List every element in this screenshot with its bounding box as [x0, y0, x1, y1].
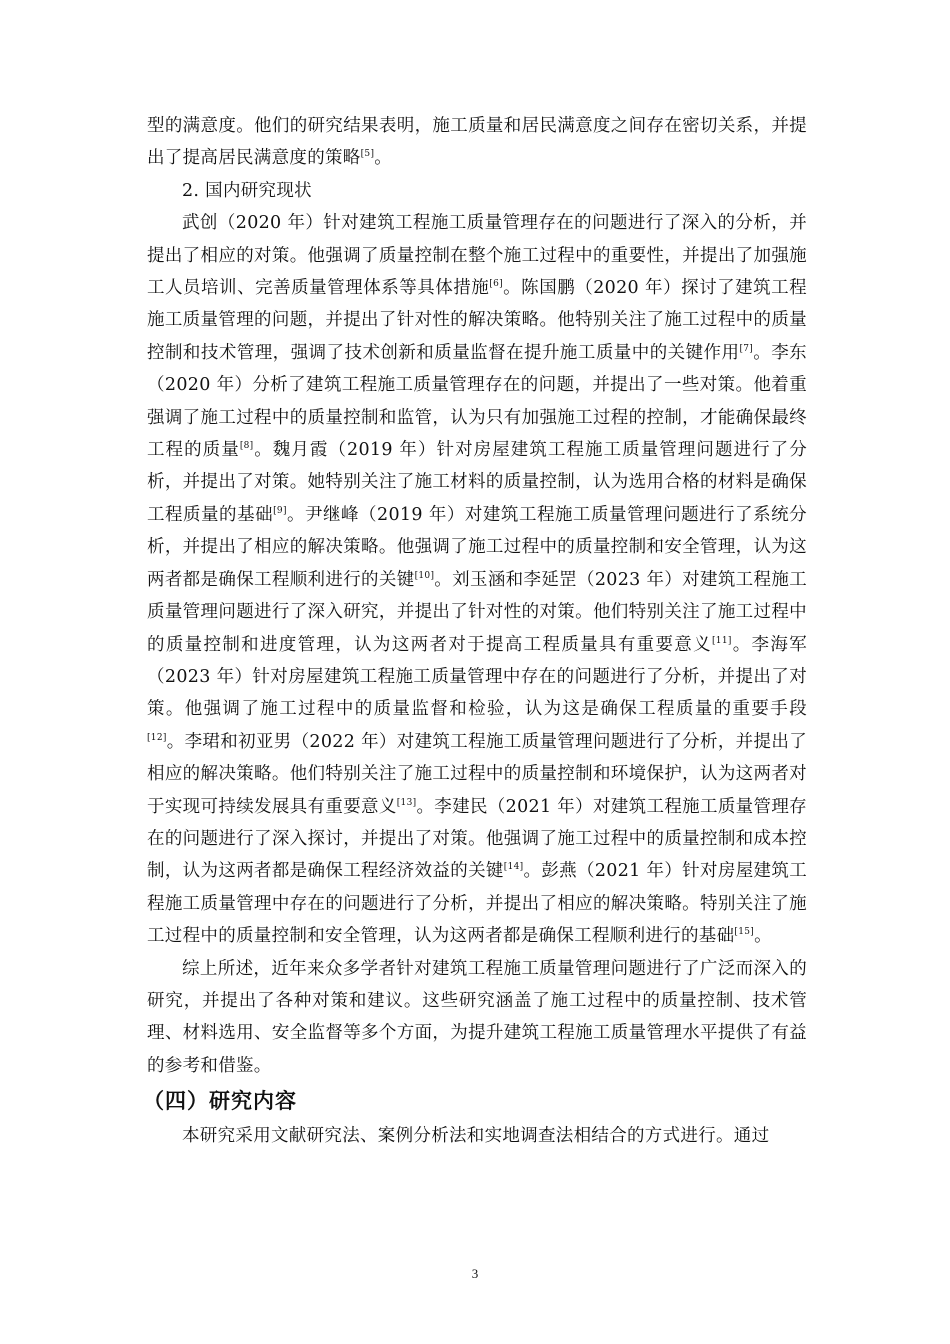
citation-marker: [13] [396, 797, 417, 808]
citation-marker: [12] [147, 732, 167, 743]
text-run: 武创（2020 年）针对建筑工程施工质量管理存在的问题进行了深入的分析，并提出了相应的对策。他强调了质量控制在整个施工过程中的重要性，并提出了加强施工人员培训、完善质量管理体系等具体措施 [147, 213, 807, 299]
paragraph [147, 207, 807, 952]
paragraph [147, 110, 807, 175]
text-run: 。 [754, 926, 772, 947]
section-heading: （四）研究内容 [143, 1089, 297, 1114]
paragraph-list [147, 110, 807, 1082]
text-run: 。 [374, 148, 393, 169]
text-run: 。陈国鹏（2020 年）探讨了建筑工程施工质量管理的问题，并提出了针对性的解决策略。他特别关注了施工过程中的质量控制和技术管理，强调了技术创新和质量监督在提升施工质量中的关键作用 [147, 278, 807, 363]
citation-marker: [9] [273, 506, 287, 517]
paragraph-after-heading: 本研究采用文献研究法、案例分析法和实地调查法相结合的方式进行。通过 [182, 1126, 770, 1147]
paragraph [147, 953, 807, 1083]
citation-marker: [6] [489, 279, 503, 290]
text-run: 综上所述，近年来众多学者针对建筑工程施工质量管理问题进行了广泛而深入的研究，并提出了各种对策和建议。这些研究涵盖了施工过程中的质量控制、技术管理、材料选用、安全监督等多个方面，为提升建筑工程施工质量管理水平提供了有益的参考和借鉴。 [147, 958, 807, 1076]
text-run: 2. 国内研究现状 [182, 180, 312, 201]
text-run: 。尹继峰（2019 年）对建筑工程施工质量管理问题进行了系统分析，并提出了相应的解决策略。他强调了施工过程中的质量控制和安全管理，认为这两者都是确保工程顺利进行的关键 [147, 504, 807, 590]
text-run: 。李建民（2021 年）对建筑工程施工质量管理存在的问题进行了深入探讨，并提出了对策。他强调了施工过程中的质量控制和成本控制，认为这两者都是确保工程经济效益的关键 [147, 796, 807, 882]
text-run: 。彭燕（2021 年）针对房屋建筑工程施工质量管理中存在的问题进行了分析，并提出了相应的解决策略。特别关注了施工过程中的质量控制和安全管理，认为这两者都是确保工程顺利进行的基础 [147, 861, 808, 947]
text-run: 。李东（2020 年）分析了建筑工程施工质量管理存在的问题，并提出了一些对策。他着重强调了施工过程中的质量控制和监管，认为只有加强施工过程的控制，才能确保最终工程的质量 [147, 342, 807, 461]
citation-marker: [8] [239, 441, 254, 452]
paragraph [147, 175, 807, 207]
text-run: 。李珺和初亚男（2022 年）对建筑工程施工质量管理问题进行了分析，并提出了相应的解决策略。他们特别关注了施工过程中的质量控制和环境保护，认为这两者对于实现可持续发展具有重要意义 [147, 731, 807, 817]
citation-marker: [7] [739, 344, 754, 355]
citation-marker: [14] [503, 862, 524, 873]
body-text [143, 110, 808, 1153]
text-run: 。李海军（2023 年）针对房屋建筑工程施工质量管理中存在的问题进行了分析，并提出了对策。他强调了施工过程中的质量监督和检验，认为这是确保工程质量的重要手段 [147, 634, 808, 720]
citation-marker: [10] [414, 570, 435, 581]
text-run: 。魏月霞（2019 年）针对房屋建筑工程施工质量管理问题进行了分析，并提出了对策。她特别关注了施工材料的质量控制，认为选用合格的材料是确保工程质量的基础 [147, 440, 807, 525]
text-run: 型的满意度。他们的研究结果表明，施工质量和居民满意度之间存在密切关系，并提出了提高居民满意度的策略 [147, 116, 807, 169]
citation-marker: [11] [711, 635, 732, 646]
citation-marker: [5] [360, 149, 375, 160]
citation-marker: [15] [734, 927, 755, 938]
text-run: 。刘玉涵和李延罡（2023 年）对建筑工程施工质量管理问题进行了深入研究，并提出了针对性的对策。他们特别关注了施工过程中的质量控制和进度管理，认为这两者对于提高工程质量具有重要意义 [147, 569, 807, 655]
page-number: 3 [471, 1266, 479, 1281]
